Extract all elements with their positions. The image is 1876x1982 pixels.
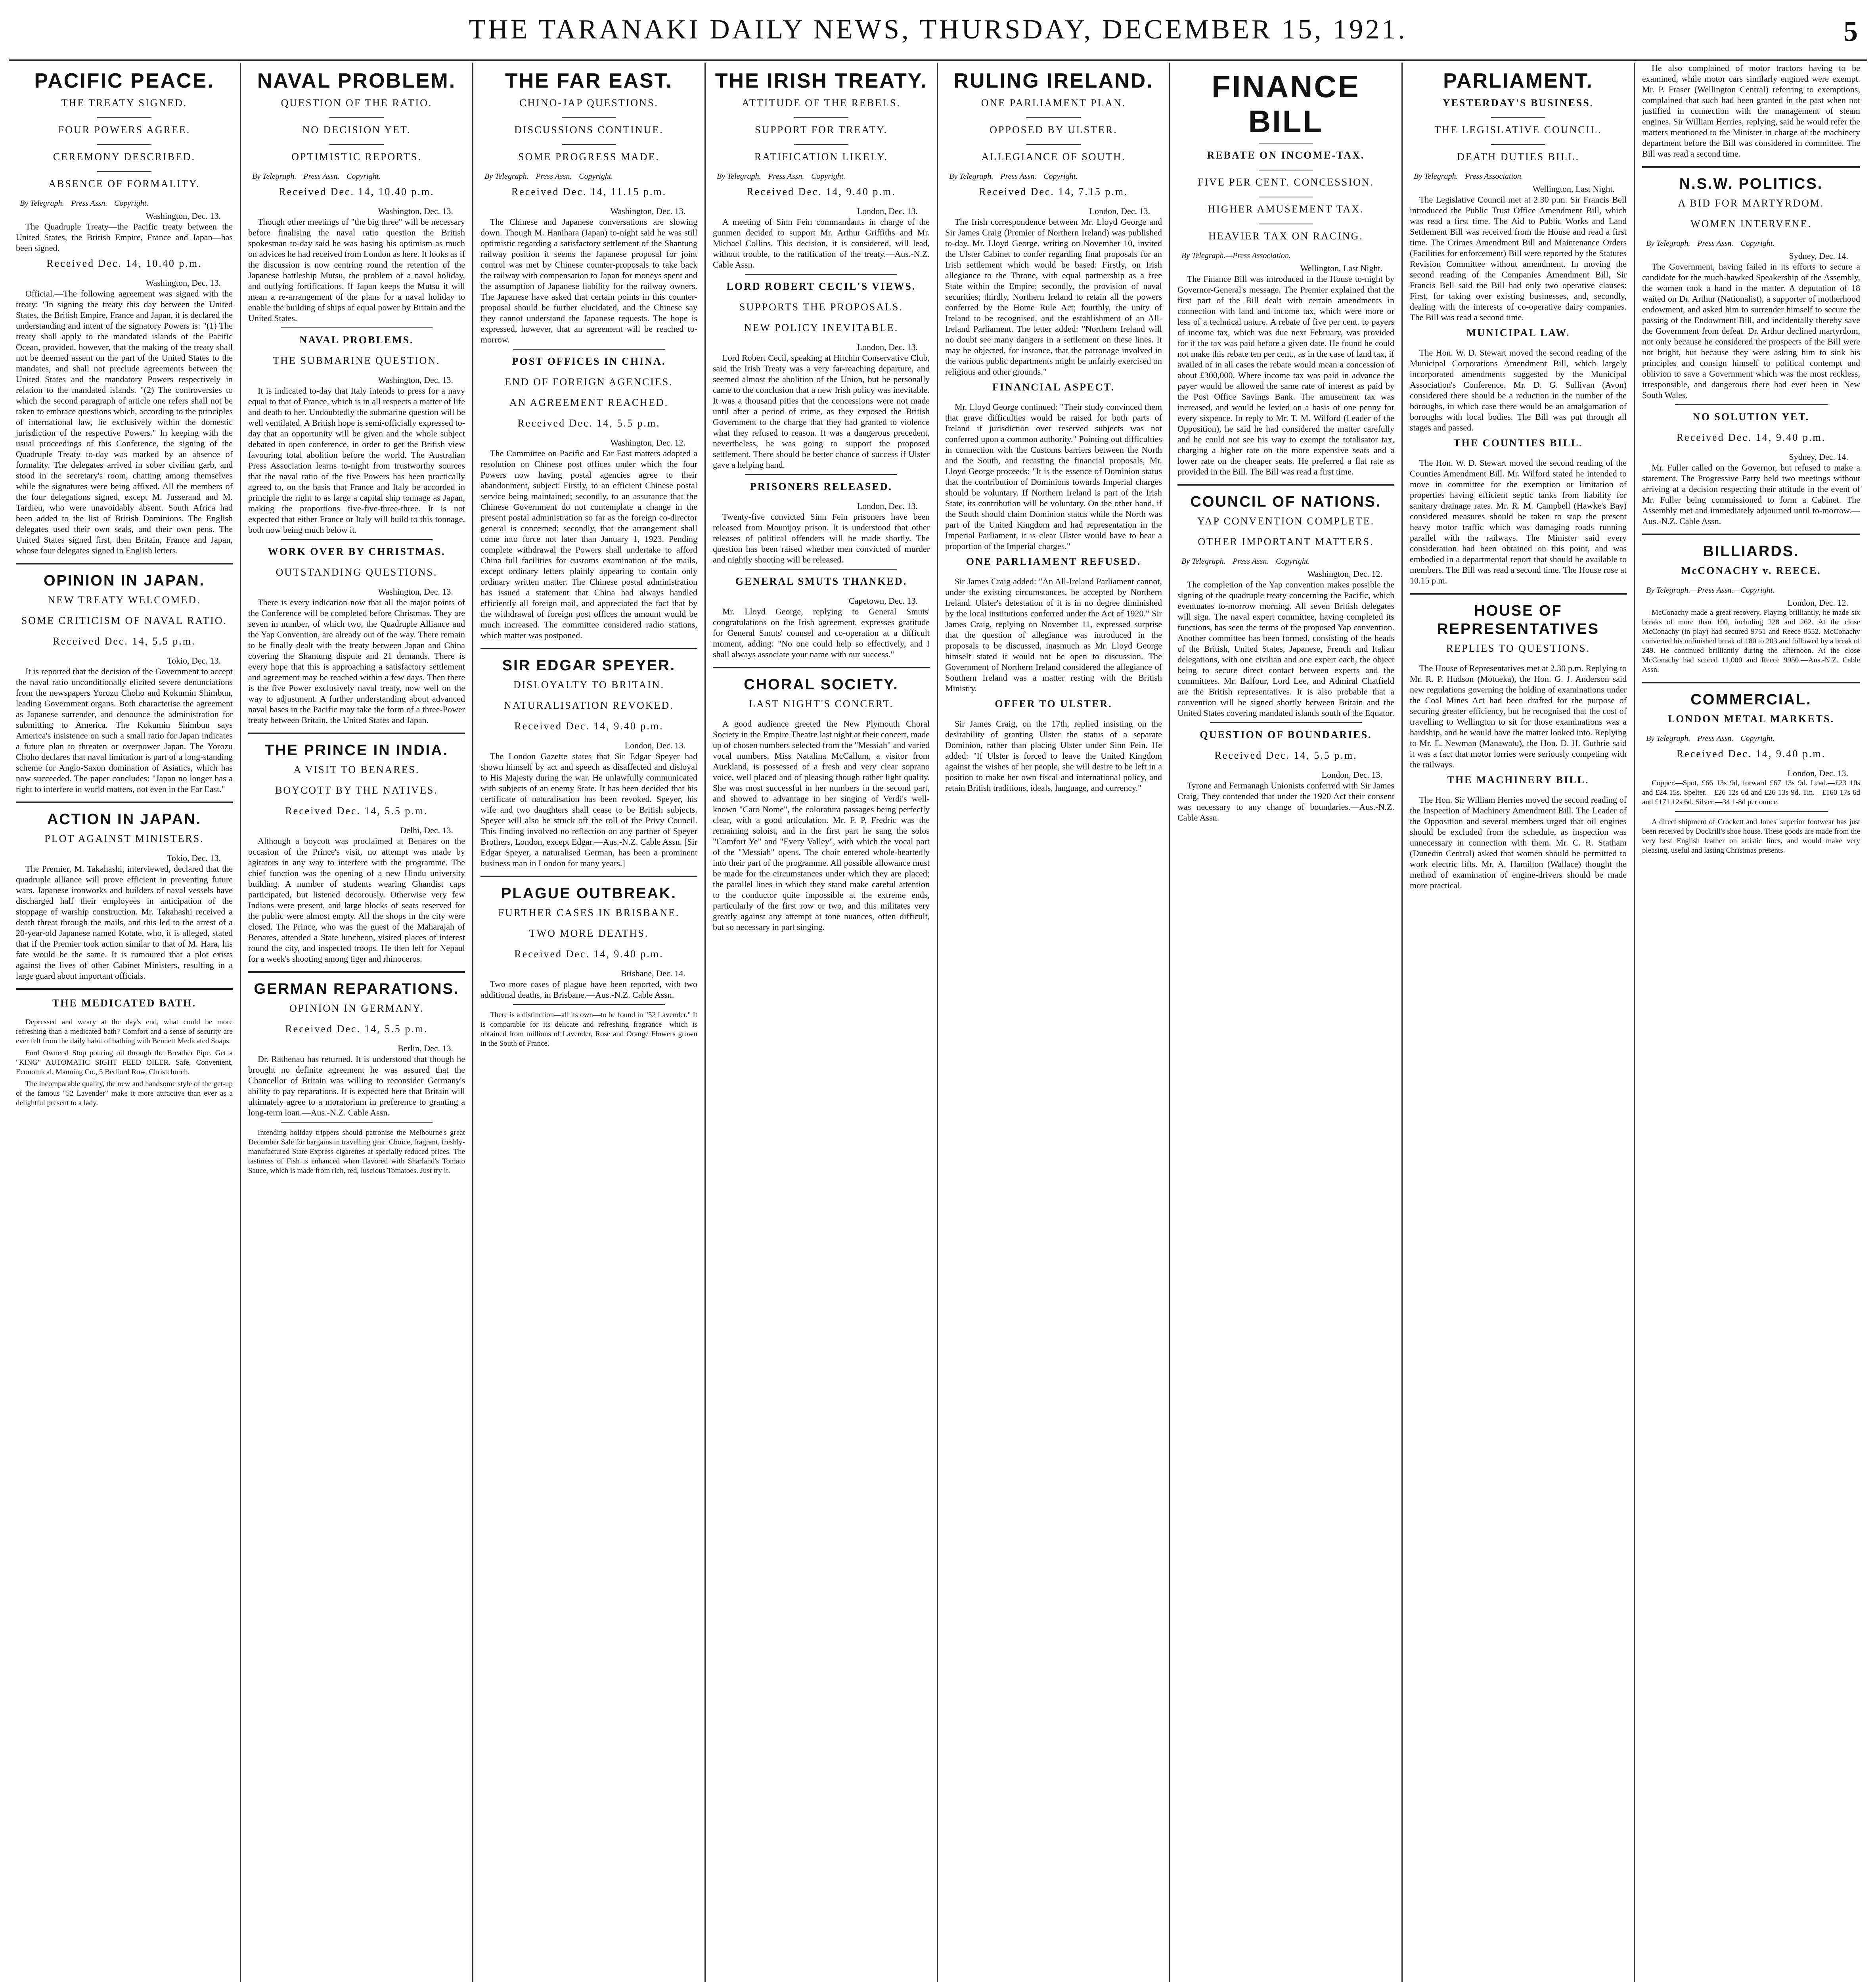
advert-title: THE MEDICATED BATH. <box>52 997 197 1009</box>
subhead: ONE PARLIAMENT PLAN. <box>981 97 1126 109</box>
dateline: Washington, Dec. 12. <box>610 438 685 448</box>
dateline: Sydney, Dec. 14. <box>1789 452 1848 462</box>
headline-choral-society: CHORAL SOCIETY. <box>744 676 899 693</box>
headline-edgar-speyer: SIR EDGAR SPEYER. <box>502 657 676 674</box>
article-body: Copper.—Spot, £66 13s 9d, forward £67 13s 9d. Lead.—£23 10s and £24 15s. Spelter.—£26 12s 6d and £26 13s 9d. Tin.—£160 17s 6d and £171 12s 6d. Silver.—34 1-8d per ounce. <box>1642 779 1860 806</box>
section-headline: OFFER TO ULSTER. <box>995 698 1112 710</box>
divider <box>562 144 616 145</box>
divider <box>1491 144 1545 145</box>
headline-prince-india: THE PRINCE IN INDIA. <box>264 742 449 759</box>
dateline: Tokio, Dec. 13. <box>167 853 221 863</box>
divider <box>1675 811 1828 812</box>
dateline: Washington, Dec. 12. <box>1307 569 1382 579</box>
subhead: McCONACHY v. REECE. <box>1681 565 1821 576</box>
subhead: TWO MORE DEATHS. <box>529 928 649 939</box>
divider <box>1026 144 1081 145</box>
subhead: HIGHER AMUSEMENT TAX. <box>1208 203 1364 215</box>
article-body: Lord Robert Cecil, speaking at Hitchin Conservative Club, said the Irish Treaty was a very far-reaching departure, and seemed almost the abolition of the Union, but he personally came to the conclusion that a new Irish policy was inevitable. It was a thousand pities that the concessions were not made until after a period of crime, as they exposed the British Government to the charge that they had granted to violence what they refused to reason. It was a dangerous precedent, nevertheless, he was going to support the proposed settlement. There should be better chance of success if Ulster gave a helping hand. <box>713 353 930 470</box>
headline-parliament: PARLIAMENT. <box>1443 69 1593 92</box>
article-body: Mr. Lloyd George continued: "Their study convinced them that grave difficulties would be raised for both parts of Ireland if jurisdiction over reserved subjects was not conferred upon a common authority." Pointing out difficulties in connection with the Customs barriers between the North and the South, and recasting the financial proposals, Mr. Lloyd George proceeds: "It is the essence of Dominion status that the contribution of Dominions towards Imperial charges should be voluntary. If Northern Ireland is part of the Irish State, its contribution will be voluntary. On the other hand, if the South should claim Dominion status while the North was part of the United Kingdom and had representation in the Imperial Parliament, it is clear Ulster would have to bear a proportion of the Imperial charges." <box>945 402 1162 551</box>
subhead: BOYCOTT BY THE NATIVES. <box>275 784 438 796</box>
dateline: Tokio, Dec. 13. <box>167 656 221 666</box>
dateline: London, Dec. 13. <box>857 206 918 216</box>
telegraph-credit: By Telegraph.—Press Association. <box>1414 172 1523 181</box>
divider <box>562 117 616 118</box>
received-time: Received Dec. 14, 10.40 p.m. <box>279 186 435 197</box>
advert-body: Ford Owners! Stop pouring oil through the Breather Pipe. Get a "KING" AUTOMATIC SIGHT FEED OILER. Safe, Convenient, Economical. Manning Co., 5 Bedford Row, Christchurch. <box>16 1049 233 1076</box>
advert-body: A direct shipment of Crockett and Jones' superior footwear has just been received by Dockrill's shoe house. These goods are made from the very best English leather on artistic lines, and would make very pleasing, useful and lasting Christmas presents. <box>1642 818 1860 855</box>
subhead: FOUR POWERS AGREE. <box>58 124 191 136</box>
article-intro: The Quadruple Treaty—the Pacific treaty between the United States, the British Empire, France and Japan—has been signed. <box>16 222 233 253</box>
divider <box>97 171 151 172</box>
telegraph-credit: By Telegraph.—Press Assn.—Copyright. <box>949 172 1078 181</box>
divider <box>281 327 433 328</box>
section-headline: NO SOLUTION YET. <box>1692 411 1810 423</box>
column-divider <box>16 802 233 803</box>
column-divider <box>1642 534 1860 535</box>
divider <box>329 117 384 118</box>
article-body: A meeting of Sinn Fein commandants in charge of the gunmen decided to support Mr. Arthur Griffiths and Mr. Michael Collins. This decision, it is considered, will lead, without trouble, to the ratification of the treaty.—Aus.-N.Z. Cable Assn. <box>713 217 930 270</box>
subhead: OPINION IN GERMANY. <box>289 1002 424 1014</box>
article-body: Mr. Lloyd George, replying to General Smuts' congratulations on the Irish agreement, expresses gratitude for General Smuts' counsel and co-operation at a difficult moment, adding: "No one could help so effectively, and I shall always associate your name with our success." <box>713 606 930 659</box>
column-1 <box>9 63 241 1982</box>
subhead: LAST NIGHT'S CONCERT. <box>749 698 894 710</box>
subhead: OUTSTANDING QUESTIONS. <box>276 566 438 578</box>
subhead: PLOT AGAINST MINISTERS. <box>44 833 204 844</box>
advert-body: Intending holiday trippers should patronise the Melbourne's great December Sale for bargains in travelling gear. Choice, fragrant, freshly-manufactured State Express cigarettes at specially reduced prices. The tastiness of Fish is enhanced when flavored with Sharland's Tomato Sauce, which is made from rich, red, luscious Tomatoes. Just try it. <box>248 1129 465 1175</box>
divider <box>1491 117 1545 118</box>
article-body: It is reported that the decision of the Government to accept the naval ratio unconditionally elicited severe denunciations from the newspapers Yorozu Choho and Kokumin Shimbun, leading Government organs. Both characterise the agreement as Japanese surrender, and denounce the administration for submitting to America. The Kokumin Shimbun says America's insistence on such a small ratio for Japan indicates a future plan to threaten or overpower Japan. The Yorozu Choho declares that naval limitation is part of a long-standing scheme for Anglo-Saxon domination of Asiatics, which has now succeeded. The paper concludes: "Japan no longer has a right to interfere in world matters, not even in the Far East." <box>16 666 233 794</box>
headline-finance-bill: FINANCE BILL <box>1212 69 1360 139</box>
headline-commercial: COMMERCIAL. <box>1690 691 1812 708</box>
column-6 <box>1170 63 1403 1982</box>
dateline: London, Dec. 13. <box>1089 206 1150 216</box>
divider <box>745 474 897 475</box>
received-time: Received Dec. 14, 7.15 p.m. <box>979 186 1128 197</box>
article-body: The Hon. W. D. Stewart moved the second reading of the Counties Amendment Bill. Mr. Wilford stated he intended to move in committee for the exemption or limitation of properties having efficient septic tanks from liability for sanitary drainage rates. Mr. R. M. Campbell (Hawke's Bay) considered measures should be taken to stop the present heavy motor traffic which was damaging roads running parallel with the railways. The Minister said every consideration had been obtained on this point, and was embodied in a departmental report that should be available to members. The Bill was read a second time. The House rose at 10.15 p.m. <box>1410 458 1627 585</box>
column-divider <box>1177 484 1394 486</box>
divider <box>745 274 897 275</box>
divider <box>97 117 151 118</box>
dateline: Washington, Dec. 13. <box>378 206 453 216</box>
masthead-title: THE TARANAKI DAILY NEWS, THURSDAY, DECEMBER 15, 1921. <box>469 14 1407 45</box>
section-headline: FINANCIAL ASPECT. <box>992 381 1115 393</box>
advert-body: Depressed and weary at the day's end, what could be more refreshing than a medicated bath? Comfort and a sense of security are ever felt from the daily habit of bathing with Bennett Medicated Soaps. <box>16 1018 233 1045</box>
headline-opinion-japan: OPINION IN JAPAN. <box>43 572 205 589</box>
article-body: Official.—The following agreement was signed with the treaty: "In signing the treaty this day between the United States, the British Empire, France and Japan, it is declared the understanding and intent of the signatory Powers is: "(1) The treaty shall apply to the mandated islands of the Pacific Ocean, provided, however, that the making of the treaty shall not be deemed assent on the part of the United States to the mandates, and shall not preclude agreements between the United States and the mandatory Powers respectively in relation to the mandated islands. "(2) The controversies to which the second paragraph of article one refers shall not be taken to embrace questions which, according to the principles of international law, lie exclusively within the domestic jurisdiction of the respective Powers." In keeping with the usual proceedings of this Conference, the signing of the Quadruple Treaty to-day was marked by an absence of formality. The delegates arrived in sober civilian garb, and stood in the secretary's room, chatting among themselves while the signatures were being affixed. All the members of the four delegations signed, except M. Jusserand and M. Tardieu, who were unavoidably absent. South Africa had been added to the list of British Dominions. The English delegates used their own seals, and their own pens. The United States signed first, then Britain, France and Japan, whose four delegates signed in English letters. <box>16 289 233 555</box>
column-5 <box>938 63 1170 1982</box>
received-time: Received Dec. 14, 5.5 p.m. <box>53 635 196 647</box>
subhead: OPTIMISTIC REPORTS. <box>291 151 422 163</box>
subhead: DEATH DUTIES BILL. <box>1457 151 1579 163</box>
telegraph-credit: By Telegraph.—Press Assn.—Copyright. <box>1646 734 1775 743</box>
received-time: Received Dec. 14, 9.40 p.m. <box>514 948 664 960</box>
article-body: The Premier, M. Takahashi, interviewed, declared that the quadruple alliance will prove efficient in preventing future wars. Japanese ironworks and builders of naval vessels have discharged half their employees in anticipation of the stoppage of warship construction. Mr. Takahashi received a death threat through the mails, and this led to the arrest of a 20-year-old Japanese named Kotate, who, it is alleged, stated that if the Premier took action similar to that of M. Hara, his fate would be the same. It is rumoured that a plot exists against the lives of other Cabinet Ministers, resulting in a large guard about important officials. <box>16 864 233 981</box>
divider <box>745 569 897 570</box>
dateline: Wellington, Last Night. <box>1532 184 1615 194</box>
subhead: QUESTION OF THE RATIO. <box>281 97 433 109</box>
received-time: Received Dec. 14, 9.40 p.m. <box>514 720 664 732</box>
column-7 <box>1403 63 1635 1982</box>
subhead: DISLOYALTY TO BRITAIN. <box>513 679 664 691</box>
article-body: The Hon. W. D. Stewart moved the second reading of the Municipal Corporations Amendment Bill, which largely incorporated amendments suggested by the Municipal Association's Conference. Mr. D. G. Sullivan (Avon) considered there should be a reduction in the number of the boroughs, in which case there would be an amalgamation of boroughs with local bodies. The Bill was put through all stages and passed. <box>1410 348 1627 432</box>
column-divider <box>1642 682 1860 683</box>
headline-ruling-ireland: RULING IRELAND. <box>953 69 1154 92</box>
divider <box>1675 404 1828 405</box>
subhead: FURTHER CASES IN BRISBANE. <box>498 907 680 918</box>
article-body: The completion of the Yap convention makes possible the signing of the quadruple treaty concerning the Pacific, which eventuates to-morrow morning. All seven British delegates will sign. The naval expert committee, having completed its functions, has seen the terms of the proposed Yap convention. Another committee has been formed, consisting of the heads of the British, United States, Japanese, French and Italian delegations, with one civilian and one expert each, the object being to secure direct contact between experts and the committees. Mr. Balfour, Lord Lee, and Admiral Chatfield are the British representatives. It is also probable that a convention will be signed shortly between Britain and the United States covering mandated islands south of the Equator. <box>1177 580 1394 718</box>
column-divider <box>248 971 465 973</box>
telegraph-credit: By Telegraph.—Press Assn.—Copyright. <box>1646 586 1775 595</box>
section-headline: NAVAL PROBLEMS. <box>299 334 414 346</box>
headline-far-east: THE FAR EAST. <box>505 69 673 92</box>
subhead: AN AGREEMENT REACHED. <box>509 397 669 408</box>
column-divider <box>16 563 233 564</box>
article-body: Though other meetings of "the big three" will be necessary before finalising the naval ratio question the British spokesman to-day said he was basing his optimism as much on advices he had received from London as here. It looks as if the discussion is now centring round the retention of the Japanese battleship Mutsu, the problem of a naval holiday, and outlying fortifications. If Japan keeps the Mutsu it will mean a re-arrangement of the plans for a naval holiday to enable the building of ships of equal power by Britain and the United States. <box>248 217 465 323</box>
article-body: The Hon. Sir William Herries moved the second reading of the Inspection of Machinery Amendment Bill. The Leader of the Opposition and several members urged that oil engines should be excluded from the schedule, as inspection was unnecessary in connection with them. Mr. C. R. Statham (Dunedin Central) asked that women should be permitted to work electric lifts. Mr. A. Hamilton (Wallace) thought the method of examination of engine-drivers should be made more practical. <box>1410 795 1627 890</box>
received-time: Received Dec. 14, 10.40 p.m. <box>46 258 202 269</box>
article-body: Dr. Rathenau has returned. It is understood that though he brought no definite agreement he was assured that the Chancellor of Britain was willing to reconsider Germany's ability to pay reparations. It is expected here that Britain will ultimately agree to a moratorium in preference to granting a long-term loan.—Aus.-N.Z. Cable Assn. <box>248 1054 465 1117</box>
subhead: ALLEGIANCE OF SOUTH. <box>981 151 1126 163</box>
headline-council-nations: COUNCIL OF NATIONS. <box>1190 494 1382 510</box>
column-divider <box>248 733 465 734</box>
section-headline: QUESTION OF BOUNDARIES. <box>1200 729 1372 740</box>
subhead: YAP CONVENTION COMPLETE. <box>1197 515 1375 527</box>
subhead: CEREMONY DESCRIBED. <box>53 151 196 163</box>
article-body: The Committee on Pacific and Far East matters adopted a resolution on Chinese post offices under which the four Powers now having postal agencies agree to their abandonment, subject: Firstly, to an efficient Chinese postal service being maintained; secondly, to an assurance that the Chinese Government do not contemplate a change in the present postal administration so far as the foreign co-director general is concerned; secondly, that the arrangement shall come into force not later than January 1, 1923. Pending complete withdrawal the Powers shall undertake to afford China full facilities for customs examination of the mails, except ordinary letters plainly appearing to contain only ordinary written matter. The Chinese postal administration has issued a statement that China had always handled efficiently all foreign mail, and appreciated the fact that by the withdrawal of foreign post offices the amount would be much increased. The committee considered radio stations, which matter was postponed. <box>480 448 697 640</box>
columns <box>9 63 1867 1982</box>
dateline: London, Dec. 13. <box>1787 768 1848 778</box>
subhead: OPPOSED BY ULSTER. <box>990 124 1118 136</box>
dateline: London, Dec. 13. <box>1321 770 1382 780</box>
column-4 <box>706 63 938 1982</box>
article-body: McConachy made a great recovery. Playing brilliantly, he made six breaks of more than 100, including 228 and 262. At the close McConachy (in play) had secured 9751 and Reece 8552. McConachy converted his unfinished break of 180 to 203 and followed by a break of 249. He continued brilliantly during the afternoon. At the close McConachy had scored 11,000 and Reece 9950.—Aus.-N.Z. Cable Assn. <box>1642 608 1860 674</box>
article-body: A good audience greeted the New Plymouth Choral Society in the Empire Theatre last night at their concert, made up of chosen numbers selected from the "Messiah" and varied vocal numbers. Miss Natalina McCallum, a visitor from Auckland, is possessed of a fresh and very clear soprano voice, well placed and of pleasing though rather light quality. She was most successful in her numbers in the second part, and showed to advantage in her singing of Verdi's well-known "Caro Nome", the coloratura passages being perfectly clear, with a good articulation. Mr. F. P. Fredric was the remaining soloist, and in the first part he sang the solos "Comfort Ye" and "Every Valley", with which the vocal part of the "Messiah" opens. The choir entered whole-heartedly into their part of the programme. All possible allowance must be made for the circumstances under which they are placed; the parallel lines in which they stand make careful attention to the conductor quite impossible at the extreme ends, particularly of the first row or two, and this militates very greatly against any attempt at tone nuances, often difficult, but so necessary in part singing. <box>713 719 930 932</box>
column-2 <box>241 63 473 1982</box>
dateline: London, Dec. 13. <box>624 740 685 750</box>
dateline: London, Dec. 12. <box>1787 598 1848 608</box>
masthead <box>0 0 1876 59</box>
article-body: The Finance Bill was introduced in the House to-night by Governor-General's message. The Premier explained that the first part of the Bill dealt with certain amendments in connection with land and income tax, which were more or less of a technical nature. A rebate of five per cent. to payers of income tax, which was due next February, was provided for if the tax was paid before a given date. He found he could not make this rebate ten per cent., as in the case of land tax, if availed of in all cases the rebate would mean a concession of about £300,000. Where income tax was paid in advance the payer would be allowed the same rate of interest as paid by the Post Office Savings Bank. The amusement tax was increased, and would be levied on a basis of one penny for every sixpence. In reply to Mr. T. M. Wilford (Leader of the Opposition), he said he had considered the matter carefully and he could not see his way to exempt the totalisator tax, charging a higher rate on the more expensive seats and a lower rate on the cheaper seats. He preferred a flat rate as provided in the Bill. The Bill was read a first time. <box>1177 274 1394 476</box>
article-body: Sir James Craig added: "An All-Ireland Parliament cannot, under the existing circumstances, be accepted by Northern Ireland. Ulster's detestation of it is in no degree diminished by the local institutions conferred under the Act of 1920." Sir James Craig, replying on November 11, expressed surprise that the question of allegiance was introduced in the proposals to be discussed, inasmuch as Mr. Lloyd George himself stated it would not be open to discussion. The Government of Northern Ireland considered the allegiance of Southern Ireland was a matter resting with the British Ministry. <box>945 576 1162 693</box>
article-body: The London Gazette states that Sir Edgar Speyer had shown himself by act and speech as disaffected and disloyal to His Majesty during the war. He unlawfully communicated with subjects of an enemy State. It has been decided that his certificate of naturalisation has been revoked. Speyer, his wife and two daughters shall cease to be British subjects. Speyer will also be struck off the roll of the Privy Council. This finding involved no reflection on any partner of Speyer Brothers, London, except Edgar.—Aus.-N.Z. Cable Assn. [Sir Edgar Speyer, a naturalised German, has been a prominent business man in London for many years.] <box>480 751 697 868</box>
headline-naval-problem: NAVAL PROBLEM. <box>257 69 456 92</box>
received-time: Received Dec. 14, 9.40 p.m. <box>747 186 896 197</box>
subhead: ABSENCE OF FORMALITY. <box>48 178 200 189</box>
dateline: Wellington, Last Night. <box>1300 263 1382 273</box>
received-time: Received Dec. 14, 9.40 p.m. <box>1676 432 1826 443</box>
article-body: Tyrone and Fermanagh Unionists conferred with Sir James Craig. They contended that under the 1920 Act their consent was necessary to any change of boundaries.—Aus.-N.Z. Cable Assn. <box>1177 781 1394 823</box>
subhead: NEW POLICY INEVITABLE. <box>744 322 899 333</box>
article-body: Although a boycott was proclaimed at Benares on the occasion of the Prince's visit, no attempt was made by agitators in any way to interfere with the programme. The chief function was the opening of a new Hindu university building. A number of students wearing Ghandist caps participated, but listened decorously. Otherwise very few Indians were present, and large blocks of seats reserved for the public were almost empty. All the shops in the city were closed. The Prince, who was the guest of the Maharajah of Benares, attended a State luncheon, visited places of interest round the city, and inspected troops. He then left for Nepaul for a week's shooting among tiger and rhinoceros. <box>248 836 465 964</box>
received-time: Received Dec. 14, 9.40 p.m. <box>1676 748 1826 760</box>
dateline: Washington, Dec. 13. <box>145 278 221 288</box>
subhead: DISCUSSIONS CONTINUE. <box>514 124 664 136</box>
received-time: Received Dec. 14, 5.5 p.m. <box>1214 750 1357 761</box>
dateline: Washington, Dec. 13. <box>378 587 453 597</box>
subhead: THE LEGISLATIVE COUNCIL. <box>1434 124 1602 136</box>
headline-billiards: BILLIARDS. <box>1703 543 1799 560</box>
column-divider <box>713 667 930 668</box>
article-body: There is every indication now that all the major points of the Conference will be completed before Christmas. They are seven in number, of which two, the Quadruple Alliance and the Yap Convention, are already out of the way. There remain to be finally dealt with the treaty between Japan and China covering the Shantung dispute and 21 demands. There is every hope that this is approaching a satisfactory settlement and agreement may be reached within a few days. Then there is the five Power exclusively naval treaty, now well on the way to adjustment. A further understanding about advanced naval bases in the Pacific may take the form of a three-Power treaty between Britain, the United States and Japan. <box>248 597 465 725</box>
column-divider <box>480 648 697 649</box>
page-number: 5 <box>1843 15 1860 47</box>
article-body: Twenty-five convicted Sinn Fein prisoners have been released from Mountjoy prison. It is understood that other releases of political offenders will be made shortly. The question has been raised whether men convicted of murder and nightly shooting will be released. <box>713 512 930 564</box>
dateline: Capetown, Dec. 13. <box>848 596 918 606</box>
subhead: WOMEN INTERVENE. <box>1690 218 1812 230</box>
subhead: NO DECISION YET. <box>302 124 411 136</box>
subhead: SOME CRITICISM OF NAVAL RATIO. <box>21 615 228 626</box>
dateline: Brisbane, Dec. 14. <box>620 968 685 978</box>
headline-plague-outbreak: PLAGUE OUTBREAK. <box>501 885 677 902</box>
subhead: SUPPORT FOR TREATY. <box>754 124 888 136</box>
column-divider <box>1642 166 1860 168</box>
column-divider <box>480 876 697 877</box>
subhead: SUPPORTS THE PROPOSALS. <box>739 301 904 313</box>
column-divider <box>1410 593 1627 595</box>
subhead: RATIFICATION LIKELY. <box>754 151 888 163</box>
dateline: Berlin, Dec. 13. <box>398 1043 453 1053</box>
subhead: NEW TREATY WELCOMED. <box>48 594 201 606</box>
article-body: Two more cases of plague have been reported, with two additional deaths, in Brisbane.—Aus.-N.Z. Cable Assn. <box>480 979 697 1000</box>
divider <box>794 144 848 145</box>
article-body: The House of Representatives met at 2.30 p.m. Replying to Mr. R. P. Hudson (Motueka), the Hon. G. J. Anderson said new regulations governing the holding of examinations under the Coal Mines Act had been drafted for the purpose of securing greater efficiency, but he recognised that the cost of travelling to Wellington to sit for those examinations was a hardship, and he would have the matter looked into. Replying to Mr. E. Newman (Manawatu), the Hon. D. H. Guthrie said it was a fact that motor lorries were seriously competing with the railways. <box>1410 663 1627 769</box>
article-body: Sir James Craig, on the 17th, replied insisting on the desirability of granting Ulster the status of a separate Dominion, rather than placing Ulster under Sinn Fein. He added: "If Ulster is forced to leave the United Kingdom against the wishes of her people, she will desire to be left in a position to make her own fiscal and international policy, and retain British traditions, ideals, language, and currency." <box>945 719 1162 793</box>
article-body: The Government, having failed in its efforts to secure a candidate for the much-hawked Speakership of the Assembly, the women took a hand in the matter. A deputation of 18 waited on Dr. Arthur (Nationalist), a supporter of motherhood endowment, and asked him to surrender himself to secure the passing of the Endowment Bill, and incidentally thereby save the Government from defeat. Dr. Arthur declined martyrdom, not only because he considered the prospects of the Bill were not bright, but because they were asking him to sink his principles and consign himself to political contempt and oblivion to save a Government which was the most reckless, irresponsible, and dangerous there had ever been in New South Wales. <box>1642 262 1860 400</box>
subhead: LONDON METAL MARKETS. <box>1667 713 1835 725</box>
telegraph-credit: By Telegraph.—Press Assn.—Copyright. <box>20 199 149 208</box>
divider <box>1210 722 1362 723</box>
article-body: The Chinese and Japanese conversations are slowing down. Though M. Hanihara (Japan) to-night said he was still optimistic regarding a satisfactory settlement of the Shantung railway position it seems the Japanese proposal for joint control was met by Chinese counter-proposals to take back the railway with compensation to Japan for moneys spent and the assumption of Japanese liability for the railway owners. The Japanese have asked that certain points in this counter-proposal should be further elucidated, and the Chinese say they cannot understand the Japanese requests. The hope is expressed, however, that an agreement will be reached to-morrow. <box>480 217 697 344</box>
headline-action-japan: ACTION IN JAPAN. <box>47 811 202 828</box>
divider <box>281 539 433 540</box>
article-body: Mr. Fuller called on the Governor, but refused to make a statement. The Progressive Party held two meetings without arriving at a decision respecting their attitude in the event of Mr. Fuller being commissioned to form a Cabinet. The Assembly met and immediately adjourned until to-morrow.—Aus.-N.Z. Cable Assn. <box>1642 463 1860 526</box>
received-time: Received Dec. 14, 5.5 p.m. <box>285 1023 428 1035</box>
column-3 <box>473 63 706 1982</box>
advert-body: There is a distinction—all its own—to be found in "52 Lavender." It is comparable for its delicate and refreshing fragrance—which is obtained from millions of Lavender, Rose and Orange Flowers grown in the South of France. <box>480 1011 697 1048</box>
subhead: REPLIES TO QUESTIONS. <box>1446 643 1591 654</box>
section-headline: MUNICIPAL LAW. <box>1466 327 1570 339</box>
section-headline: POST OFFICES IN CHINA. <box>512 356 666 367</box>
column-divider <box>16 988 233 990</box>
telegraph-credit: By Telegraph.—Press Assn.—Copyright. <box>1181 557 1310 566</box>
headline-pacific-peace: PACIFIC PEACE. <box>34 69 214 92</box>
divider <box>1026 117 1081 118</box>
headline-german-reparations: GERMAN REPARATIONS. <box>254 981 459 997</box>
article-body: The Irish correspondence between Mr. Lloyd George and Sir James Craig (Premier of Northern Ireland) was published to-day. Mr. Lloyd George, writing on November 10, invited the Ulster Cabinet to confer regarding final proposals for an Irish settlement which would be based: Firstly, on Irish allegiance to the Throne, with equal partnership as a free State within the Empire; secondly, the provision of naval securities; thirdly, Northern Ireland to retain all the powers conferred by the Home Rule Act; fourthly, the unity of Ireland to be recognised, and the establishment of an All-Ireland Parliament. The letter added: "Northern Ireland will no doubt see many dangers in a settlement on these lines. It may be objected, for instance, that the patronage involved in the various public departments might be unfairly exercised on religious and other grounds." <box>945 217 1162 377</box>
article-body: The Legislative Council met at 2.30 p.m. Sir Francis Bell introduced the Public Trust Office Amendment Bill, which was read a first time. The Aid to Public Works and Land Settlement Bill was received from the House and read a first time. The Crimes Amendment Bill and Maintenance Orders (Facilities for enforcement) Bill were reported by the Statutes Revision Committee without amendment. In moving the second reading of the Companies Amendment Bill, Sir Francis Bell said the Bill had only two operative clauses: First, for taking over existing businesses, and, secondly, dealing with the interests of co-operative dairy companies. The Bill was read a second time. <box>1410 195 1627 322</box>
section-headline: THE MACHINERY BILL. <box>1447 774 1589 786</box>
telegraph-credit: By Telegraph.—Press Assn.—Copyright. <box>1646 239 1775 248</box>
section-headline: GENERAL SMUTS THANKED. <box>735 576 907 587</box>
divider <box>794 117 848 118</box>
subhead: REBATE ON INCOME-TAX. <box>1207 149 1365 161</box>
telegraph-credit: By Telegraph.—Press Association. <box>1181 251 1291 260</box>
divider <box>329 144 384 145</box>
telegraph-credit: By Telegraph.—Press Assn.—Copyright. <box>484 172 613 181</box>
dateline: London, Dec. 13. <box>857 342 918 352</box>
telegraph-credit: By Telegraph.—Press Assn.—Copyright. <box>717 172 846 181</box>
received-time: Received Dec. 14, 5.5 p.m. <box>285 805 428 817</box>
telegraph-credit: By Telegraph.—Press Assn.—Copyright. <box>252 172 381 181</box>
dateline: Washington, Dec. 13. <box>145 211 221 221</box>
dateline: Washington, Dec. 13. <box>378 375 453 385</box>
section-headline: WORK OVER BY CHRISTMAS. <box>268 546 446 557</box>
section-headline: LORD ROBERT CECIL'S VIEWS. <box>726 281 916 292</box>
subhead: HEAVIER TAX ON RACING. <box>1208 230 1363 242</box>
article-body: It is indicated to-day that Italy intends to press for a navy equal to that of France, which is in all respects a matter of life and death to her. Undoubtedly the submarine question will be well ventilated. A British hope is semi-officially expressed to-day that an opportunity will be given and the whole subject debated in open conference, in order to get the British view favouring total abolition before the world. The Australian Press Association learns to-night from trustworthy sources that the naval ratio of the five Powers has been practically agreed to, on the basis that France and Italy be accorded in principle the right to as large a capital ship tonnage as Japan, making the proportions five-five-three-three. It is not expected that either France or Italy will build to this tonnage, both now being much below it. <box>248 386 465 535</box>
divider <box>97 144 151 145</box>
received-time: Received Dec. 14, 11.15 p.m. <box>511 186 667 197</box>
divider <box>281 1122 433 1123</box>
subhead: A VISIT TO BENARES. <box>293 764 420 775</box>
headline-house-representatives: HOUSE OF REPRESENTATIVES <box>1437 603 1599 637</box>
section-headline: ONE PARLIAMENT REFUSED. <box>966 556 1141 567</box>
subhead: THE TREATY SIGNED. <box>61 97 188 109</box>
subhead: END OF FOREIGN AGENCIES. <box>505 376 673 388</box>
dateline: London, Dec. 13. <box>857 501 918 511</box>
dateline: Delhi, Dec. 13. <box>400 825 453 835</box>
subhead: SOME PROGRESS MADE. <box>518 151 660 163</box>
subhead: A BID FOR MARTYRDOM. <box>1678 197 1824 209</box>
dateline: Washington, Dec. 13. <box>610 206 685 216</box>
headline-irish-treaty: THE IRISH TREATY. <box>715 69 928 92</box>
subhead: CHINO-JAP QUESTIONS. <box>519 97 659 109</box>
subhead: NATURALISATION REVOKED. <box>504 700 674 711</box>
headline-nsw-politics: N.S.W. POLITICS. <box>1679 176 1823 192</box>
subhead: THE SUBMARINE QUESTION. <box>273 355 440 366</box>
subhead: OTHER IMPORTANT MATTERS. <box>1198 536 1374 547</box>
article-body: He also complained of motor tractors having to be examined, while motor cars similarly engined were exempt. Mr. P. Fraser (Wellington Central) referring to exemptions, complained that such had been granted in the past when not justified in connection with the management of steam engines. Sir William Herries, replying, said he would refer the matters mentioned to the Minister in charge of the machinery department before the Bill was considered in committee. The Bill was read a second time. <box>1642 63 1860 159</box>
received-time: Received Dec. 14, 5.5 p.m. <box>517 417 660 429</box>
advert-body: The incomparable quality, the new and handsome style of the get-up of the famous "52 Lavender" make it more attractive than ever as a delightful present to a lady. <box>16 1080 233 1107</box>
divider <box>513 1004 665 1005</box>
section-headline: THE COUNTIES BILL. <box>1453 437 1583 449</box>
section-headline: PRISONERS RELEASED. <box>750 481 892 492</box>
dateline: Sydney, Dec. 14. <box>1789 251 1848 261</box>
subhead: YESTERDAY'S BUSINESS. <box>1442 97 1594 109</box>
subhead: ATTITUDE OF THE REBELS. <box>742 97 901 109</box>
masthead-rule <box>9 59 1867 61</box>
divider <box>513 349 665 350</box>
column-8 <box>1635 63 1867 1982</box>
subhead: FIVE PER CENT. CONCESSION. <box>1197 176 1374 188</box>
